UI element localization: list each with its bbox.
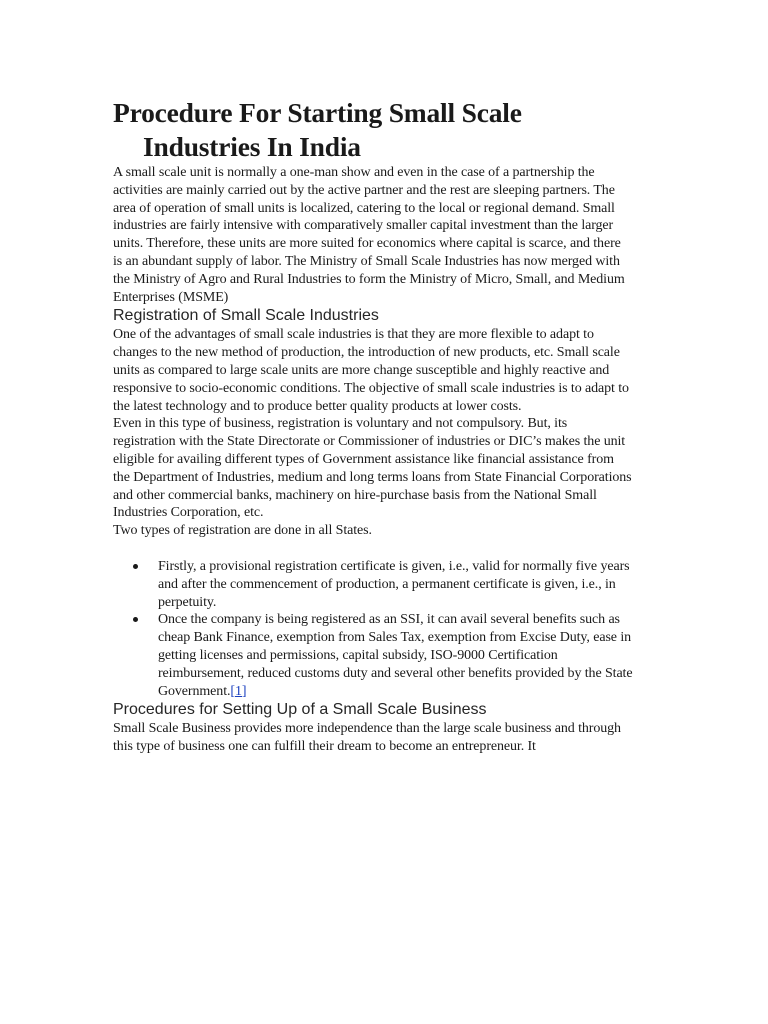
footnote-link[interactable]: [1]: [230, 683, 247, 699]
bullet-icon: [133, 564, 138, 569]
list-item-text: Firstly, a provisional registration certificate is given, i.e., valid for normally five years and after the commencement of production, a permanent certificate is given, i.e., in perpetuity.: [158, 558, 630, 610]
paragraph-small-scale-business: Small Scale Business provides more independence than the large scale business and through this type of business one can fulfill their dream to become an entrepreneur. It: [113, 721, 621, 755]
list-item-text: Once the company is being registered as an SSI, it can avail several benefits such as cheap Bank Finance, exemption from Sales Tax, exemption from Excise Duty, ease in getting licenses and permissions, capital subsidy, ISO-9000 Certification reimbursement, reduced customs duty and several other benefits provided by the State Government.: [158, 612, 633, 699]
document-content: [113, 96, 633, 756]
intro-paragraph: A small scale unit is normally a one-man show and even in the case of a partnership the activities are mainly carried out by the active partner and the rest are sleeping partners. The area of operation of small units is localized, catering to the local or regional demand. Small industries are fairly intensive with comparatively smaller capital investment than the larger units. Therefore, these units are more suited for economics where capital is scarce, and there is an abundant supply of labor. The Ministry of Small Scale Industries has now merged with the Ministry of Agro and Rural Industries to form the Ministry of Micro, Small, and Medium Enterprises (MSME): [113, 165, 625, 305]
title-line-2: Industries In India: [143, 131, 361, 162]
paragraph-two-types: Two types of registration are done in all States.: [113, 523, 372, 539]
title-line-1: Procedure For Starting Small Scale: [113, 97, 522, 128]
registration-bullet-list: [113, 558, 633, 700]
document-title: [113, 96, 633, 164]
bullet-icon: [133, 617, 138, 622]
section-heading-registration: Registration of Small Scale Industries: [113, 307, 379, 325]
paragraph-advantages: One of the advantages of small scale industries is that they are more flexible to adapt to changes to the new method of production, the introduction of new products, etc. Small scale units as compared to large scale units are more change susceptible and highly reactive and responsive to socio-economic conditions. The objective of small scale industries is to adapt to the latest technology and to produce better quality products at lower costs.: [113, 327, 629, 414]
section-heading-procedures: Procedures for Setting Up of a Small Scale Business: [113, 701, 487, 719]
list-item: [113, 611, 633, 700]
list-item: [113, 558, 633, 611]
paragraph-registration-voluntary: Even in this type of business, registration is voluntary and not compulsory. But, its registration with the State Directorate or Commissioner of industries or DIC’s makes the unit eligible for availing different types of Government assistance like financial assistance from the Department of Industries, medium and long terms loans from State Financial Corporations and other commercial banks, machinery on hire-purchase basis from the National Small Industries Corporation, etc.: [113, 416, 632, 521]
